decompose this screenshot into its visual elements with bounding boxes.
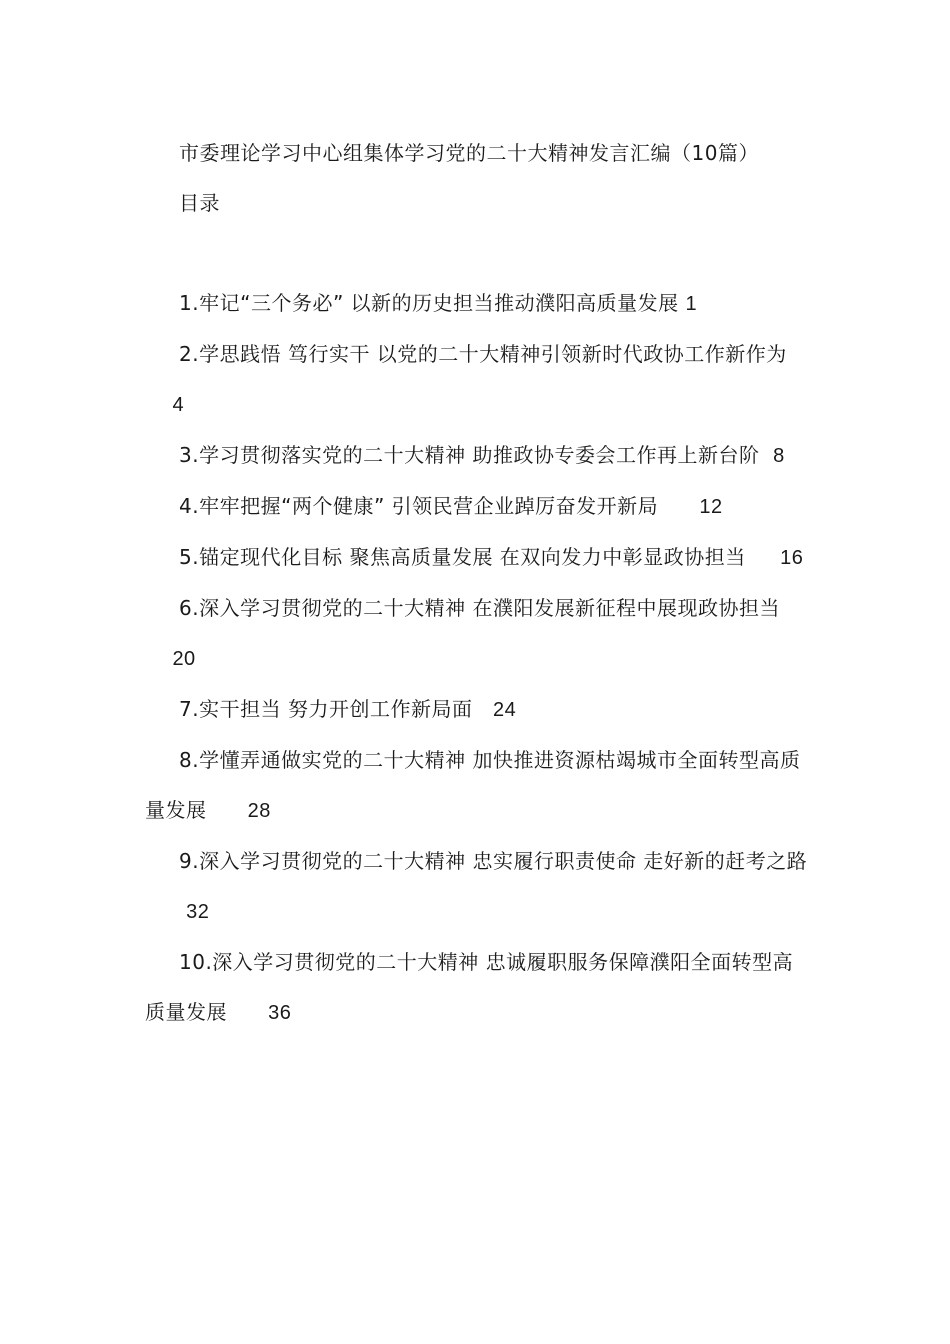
toc-entry-page-number: 4 bbox=[172, 394, 185, 416]
toc-entry-7[interactable] bbox=[145, 684, 810, 735]
toc-entry-title: 6.深入学习贯彻党的二十大精神 在濮阳发展新征程中展现政协担当 bbox=[179, 596, 780, 620]
toc-entry-3[interactable] bbox=[145, 430, 810, 481]
toc-entry-title: 2.学思践悟 笃行实干 以党的二十大精神引领新时代政协工作新作为 bbox=[179, 342, 787, 366]
toc-entry-page-number: 20 bbox=[172, 648, 196, 670]
toc-entry-page-number: 24 bbox=[493, 699, 517, 721]
toc-entry-9[interactable] bbox=[145, 836, 810, 937]
table-of-contents bbox=[145, 278, 810, 1038]
toc-entry-title: 3.学习贯彻落实党的二十大精神 助推政协专委会工作再上新台阶 bbox=[179, 443, 760, 467]
toc-entry-1[interactable] bbox=[145, 278, 810, 329]
toc-entry-6[interactable] bbox=[145, 583, 810, 684]
toc-entry-gap bbox=[207, 798, 248, 822]
document-title: 市委理论学习中心组集体学习党的二十大精神发言汇编（10篇） bbox=[179, 141, 759, 165]
toc-entry-page-number: 16 bbox=[780, 547, 804, 569]
toc-entry-4[interactable] bbox=[145, 481, 810, 532]
toc-entry-page-number: 36 bbox=[268, 1002, 292, 1024]
toc-entry-gap bbox=[145, 646, 172, 670]
toc-entry-8[interactable] bbox=[145, 735, 810, 836]
toc-entry-title: 5.锚定现代化目标 聚焦高质量发展 在双向发力中彰显政协担当 bbox=[179, 545, 746, 569]
toc-entry-2[interactable] bbox=[145, 329, 810, 430]
toc-entry-gap bbox=[145, 899, 186, 923]
document-body bbox=[145, 128, 810, 1038]
toc-entry-gap bbox=[679, 291, 686, 315]
toc-entry-gap bbox=[472, 697, 493, 721]
toc-entry-page-number: 8 bbox=[773, 445, 785, 467]
toc-entry-page-number: 1 bbox=[685, 293, 698, 315]
toc-entry-page-number: 12 bbox=[699, 496, 723, 518]
toc-entry-gap bbox=[658, 494, 699, 518]
toc-entry-title: 10.深入学习贯彻党的二十大精神 忠诚履职服务保障濮阳全面转型高质量发展 bbox=[145, 950, 794, 1024]
toc-entry-title: 9.深入学习贯彻党的二十大精神 忠实履行职责使命 走好新的赶考之路 bbox=[179, 849, 808, 873]
toc-entry-gap bbox=[746, 545, 780, 569]
toc-entry-gap bbox=[227, 1000, 268, 1024]
toc-entry-title: 4.牢牢把握“两个健康” 引领民营企业踔厉奋发开新局 bbox=[179, 494, 659, 518]
toc-entry-gap bbox=[145, 392, 172, 416]
toc-heading: 目录 bbox=[179, 191, 220, 215]
toc-entry-10[interactable] bbox=[145, 937, 810, 1038]
toc-entry-title: 8.学懂弄通做实党的二十大精神 加快推进资源枯竭城市全面转型高质量发展 bbox=[145, 748, 801, 822]
toc-entry-page-number: 32 bbox=[186, 901, 210, 923]
toc-entry-page-number: 28 bbox=[247, 800, 271, 822]
toc-entry-gap bbox=[759, 443, 773, 467]
toc-entry-title: 1.牢记“三个务必” 以新的历史担当推动濮阳高质量发展 bbox=[179, 291, 679, 315]
toc-entry-title: 7.实干担当 努力开创工作新局面 bbox=[179, 697, 473, 721]
toc-entry-5[interactable] bbox=[145, 532, 810, 583]
